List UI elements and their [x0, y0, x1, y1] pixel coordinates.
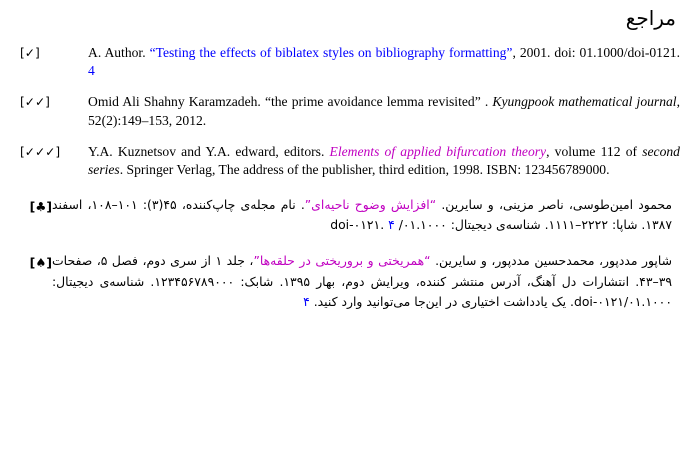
entry-rest: . Springer Verlag, The address of the publisher, third edition, 1998. ISBN: 123456789000.	[119, 162, 610, 178]
entry-series: second series	[88, 143, 680, 178]
entry-title-link[interactable]: “Testing the effects of biblatex styles on bibliography formatting”	[149, 45, 513, 60]
entry-isbn-doi: ۱۳۹۵. شابک: ۱۲۳۴۵۶۷۸۹۰۰۰. شناسه‌ی دیجیتال: ۰۱.۱۰۰۰/doi-۰۱۲۱. یک یادداشت	[52, 273, 672, 309]
entry-body	[52, 251, 680, 311]
entry-series: ، جلد ۱ از سری	[170, 253, 254, 269]
entry-title: “the prime avoidance lemma revisited”	[264, 94, 481, 110]
entry-body	[52, 195, 680, 235]
entry-backref-link[interactable]: 4	[88, 63, 95, 79]
bibliography-entry	[18, 93, 680, 129]
entry-journal: Kyungpook mathematical journal	[492, 94, 677, 110]
entry-rest: , 52(2):149–153, 2012.	[88, 94, 680, 128]
entry-chapter-pages: دوم، فصل ۵، صفحات ۳۹–۴۳. انتشارات دل آهنگ، آدرس منتشر کننده، ویرایش دوم، بهار	[52, 253, 672, 289]
entry-journal: . نام مجله‌ی چاپ‌کننده،	[181, 197, 305, 213]
entry-separator: .	[484, 94, 489, 110]
entry-label: [♣]	[29, 199, 52, 215]
entry-author: Y.A. Kuznetsov and Y.A. edward, editors.	[88, 143, 325, 159]
bibliography-entry	[18, 44, 680, 80]
entry-label: [♠]	[29, 255, 52, 271]
entry-body	[78, 143, 680, 179]
entry-backref-link[interactable]: ۴	[388, 217, 395, 233]
entry-body	[78, 44, 680, 80]
bibliography-entry-rtl	[18, 195, 680, 235]
entry-title-link[interactable]: “همریختی و بروریختی در حلقه‌ها”	[253, 253, 431, 269]
bibliography-entry	[18, 143, 680, 179]
entry-volume-pages: ۴۵(۳): ۱۰۱–۱۰۸، اسفند ۱۳۸۷. شاپا: ۲۲۲۲–۱۱۱۱. شناسه‌ی دیجیتال: ۰۱.۱۰۰۰/	[52, 197, 672, 233]
entry-backref-link[interactable]: ۴	[303, 293, 310, 309]
entry-separator: , volume 112 of	[546, 143, 638, 159]
entry-label: [✓✓✓]	[20, 144, 61, 159]
page-title: مراجع	[625, 6, 676, 30]
entry-title-link[interactable]: Elements of applied bifurcation theory	[329, 143, 547, 159]
entry-title-link[interactable]: “افزایش وضوح ناحیه‌ای”	[304, 197, 437, 213]
entry-author: شاپور مددپور، محمدحسین مددپور، و سایرین.	[435, 253, 672, 269]
entry-note: اختیاری در این‌جا می‌توانید وارد کنید.	[313, 293, 500, 309]
entry-rest: , 2001. doi: 01.1000/doi-0121.	[512, 45, 680, 60]
entry-author: A. Author.	[88, 45, 146, 60]
entry-doi: doi-۰۱۲۱.	[330, 217, 385, 233]
bibliography-entry-rtl	[18, 251, 680, 311]
entry-label: [✓]	[20, 46, 40, 60]
entry-author: محمود امین‌طوسی، ناصر مزینی، و سایرین.	[441, 197, 672, 213]
entry-body	[78, 93, 680, 129]
entry-label: [✓✓]	[20, 95, 50, 110]
entry-author: Omid Ali Shahny Karamzadeh.	[88, 94, 261, 110]
